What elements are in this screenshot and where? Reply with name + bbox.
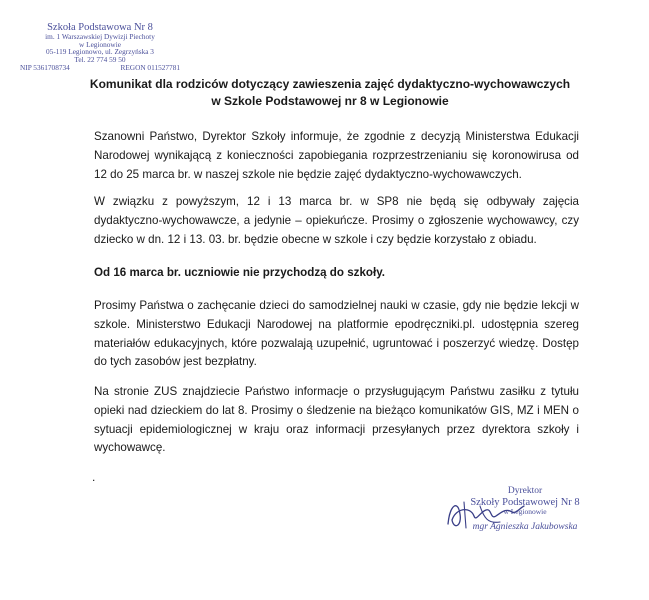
stamp-school-name: Szkoła Podstawowa Nr 8: [47, 22, 153, 33]
stray-dot: .: [92, 470, 96, 484]
school-stamp: [20, 22, 180, 71]
stamp-regon: REGON 011527781: [120, 62, 180, 72]
paragraph-intro: Szanowni Państwo, Dyrektor Szkoły informuje, że zgodnie z decyzją Ministerstwa Edukacji Narodowej wynikającą z konieczności zapobiegania rozprzestrzenianiu się koronowirusa od 12 do 25 marca br. w naszej szkole nie będzie zajęć dydaktyczno-wychowawczych.: [94, 130, 579, 181]
director-title: Dyrektor: [507, 486, 543, 496]
paragraph-zus-info: Na stronie ZUS znajdziecie Państwo informacje o przysługującym Państwu zasiłku z tytułu opieki nad dzieckiem do lat 8. Prosimy o śledzenie na bieżąco komunikatów GIS, MZ i MEN o sytuacji epidemiologicznej w kraju oraz informacji przesyłanych przez dyrektora szkoły i wychowawcę.: [94, 385, 579, 455]
director-city: w Legionowie: [503, 507, 547, 517]
paragraph-march-12-13: W związku z powyższym, 12 i 13 marca br. w SP8 nie będą się odbywały zajęcia dydaktyczno-wychowawcze, a jedynie – opiekuńcze. Prosimy o zgłoszenie wychowawcy, czy dziecko w dn. 12 i 13. 03. br. będzie obecne w szkole i czy będzie korzystało z obiadu.: [94, 195, 579, 246]
document-title: [80, 76, 580, 109]
stamp-patron: im. 1 Warszawskiej Dywizji Piechoty: [45, 32, 155, 42]
title-line-1: Komunikat dla rodziców dotyczący zawieszenia zajęć dydaktyczno-wychowawczych: [89, 77, 571, 91]
handwritten-signature: [440, 494, 530, 534]
stamp-ids: [20, 64, 180, 72]
director-school: Szkoły Podstawowej Nr 8: [470, 496, 580, 508]
stamp-nip: NIP 5361708734: [20, 62, 70, 72]
title-line-2: w Szkole Podstawowej nr 8 w Legionowie: [211, 93, 449, 108]
stamp-address: 05-119 Legionowo, ul. Zegrzyńska 3: [46, 47, 154, 57]
stamp-city-line: w Legionowie: [79, 39, 121, 49]
stamp-phone: Tel. 22 774 59 50: [74, 54, 126, 64]
paragraph-no-school: Od 16 marca br. uczniowie nie przychodzą do szkoły.: [94, 266, 385, 279]
director-name: mgr Agnieszka Jakubowska: [472, 521, 578, 532]
paragraph-self-study: Prosimy Państwa o zachęcanie dzieci do samodzielnej nauki w czasie, gdy nie będzie lekcji w szkole. Ministerstwo Edukacji Narodowej na platformie epodręczniki.pl. udostępnia szereg materiałów edukacyjnych, które pozwalają uzupełnić, ugruntować i poszerzyć wiedzę. Dostęp do tych zasobów jest bezpłatny.: [94, 299, 579, 369]
